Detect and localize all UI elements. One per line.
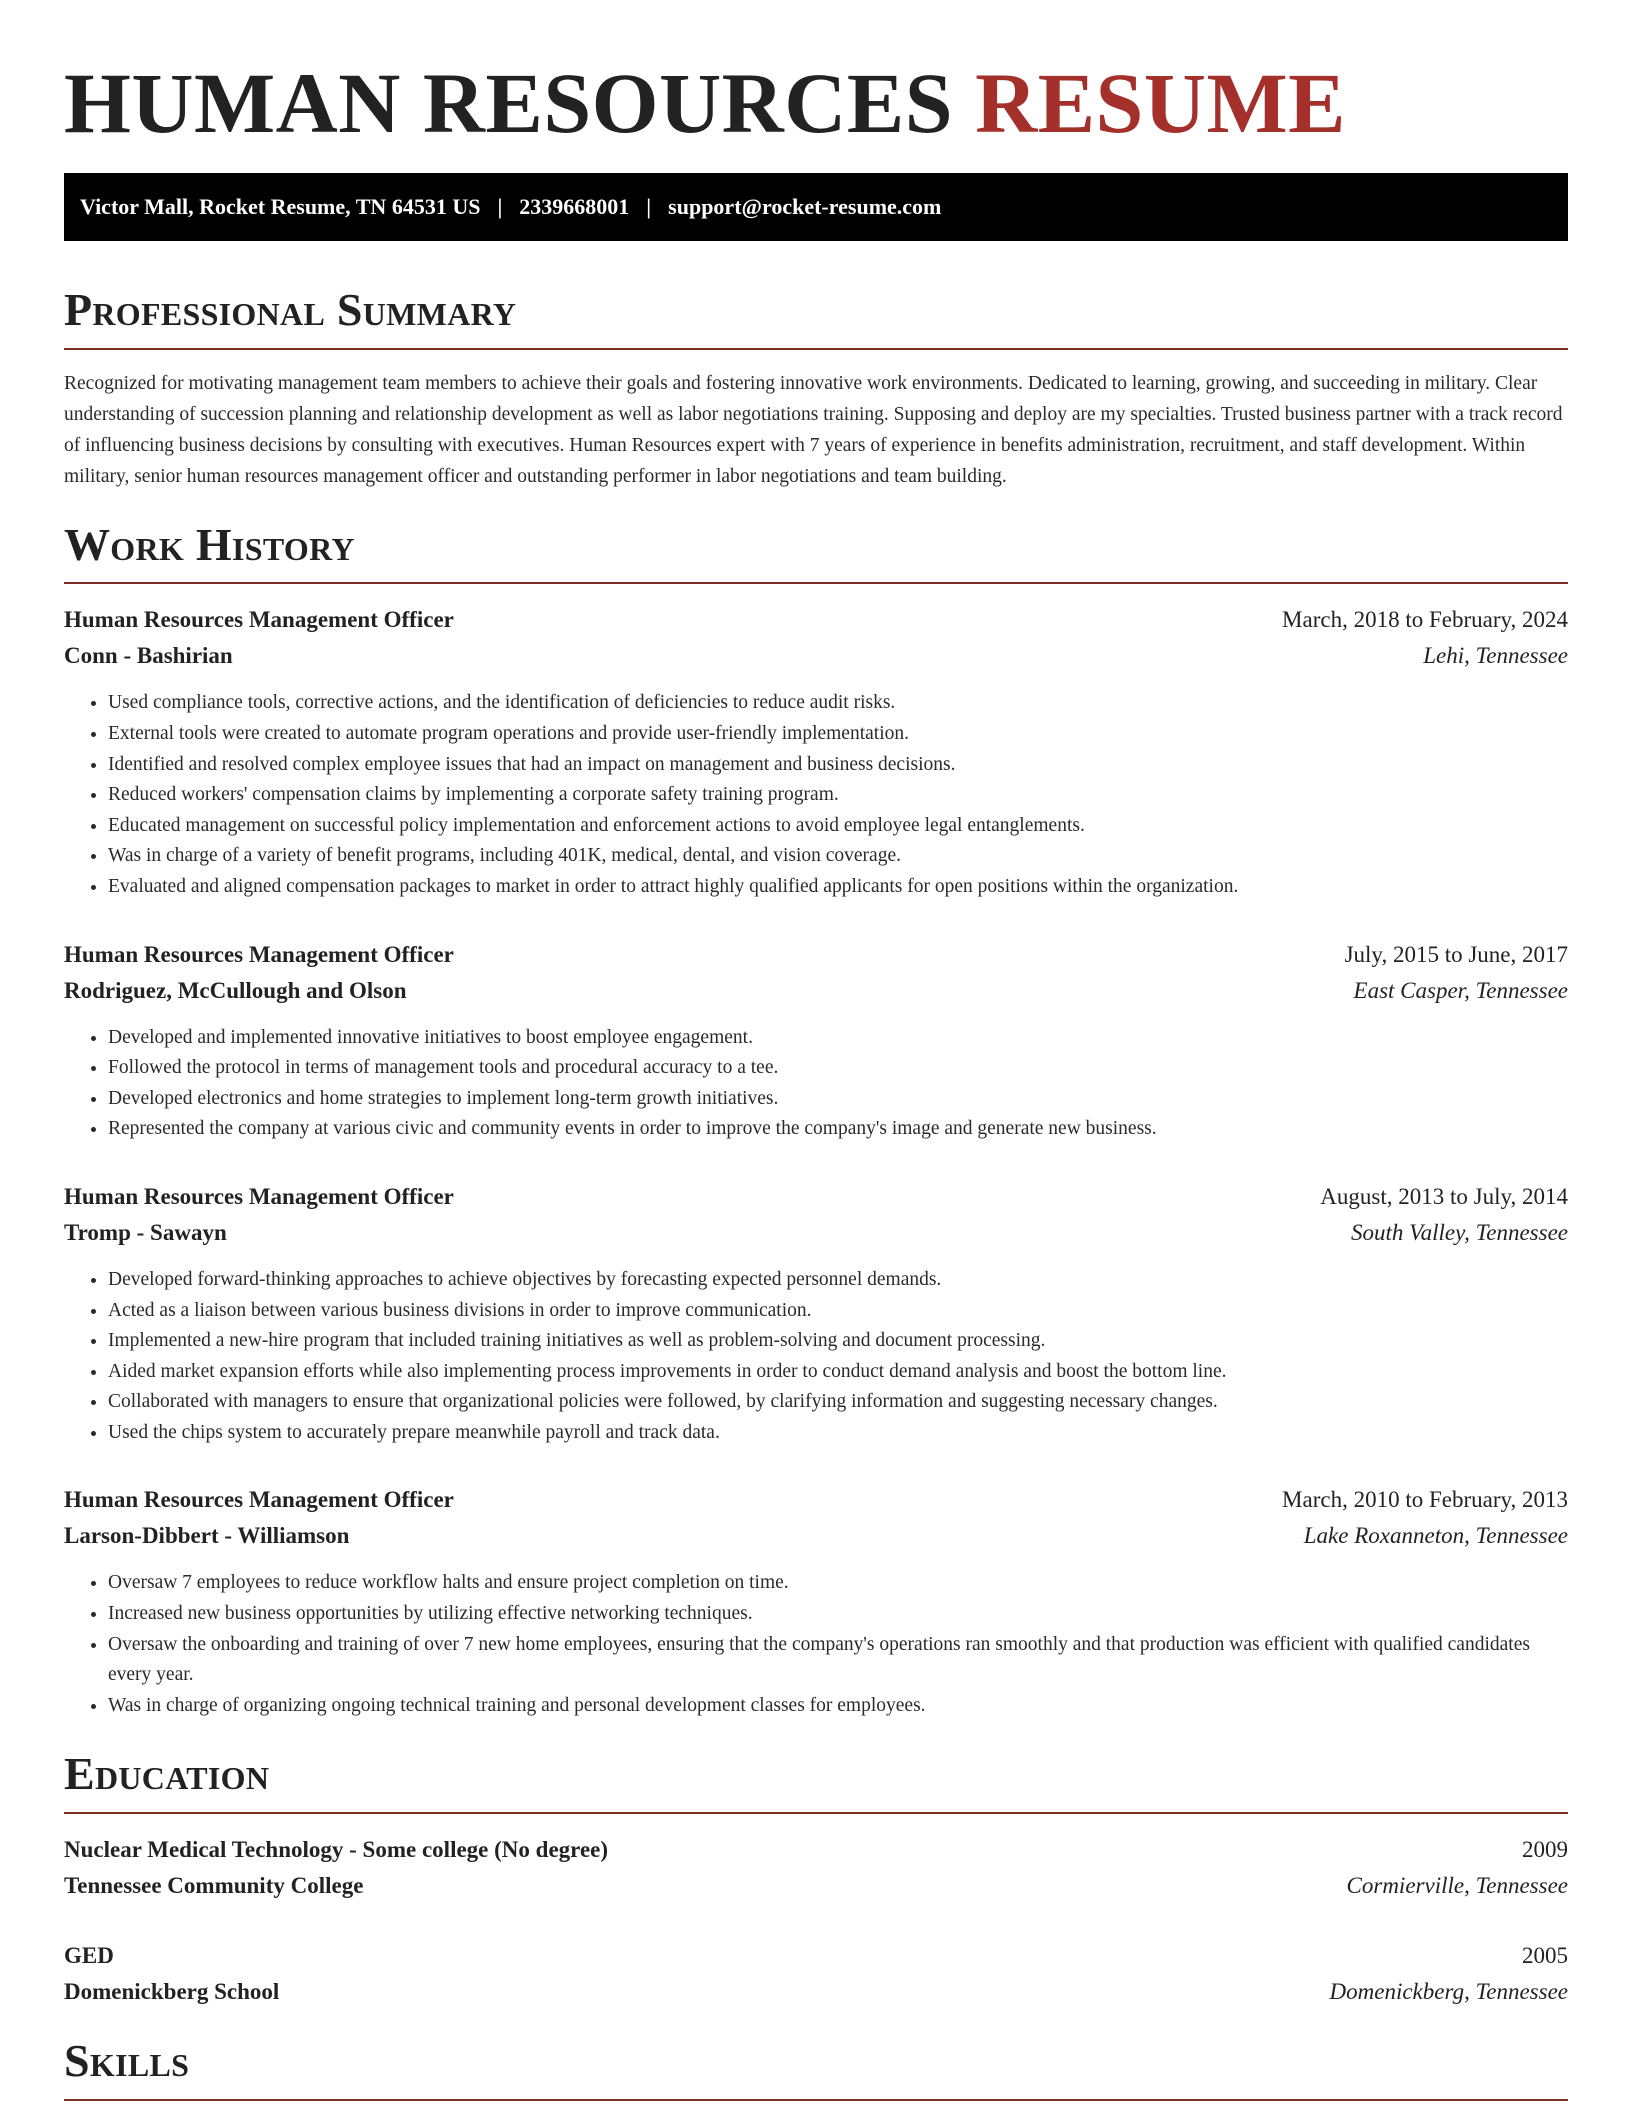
education-entry — [64, 1938, 1568, 2010]
job-company: Conn - Bashirian — [64, 643, 233, 669]
job-bullet: • Developed electronics and home strategies to implement long-term growth initiatives. — [108, 1084, 1568, 1115]
job-location: East Casper, Tennessee — [1353, 977, 1568, 1003]
education-location: Cormierville, Tennessee — [1346, 1873, 1568, 1899]
job-title: Human Resources Management Officer — [64, 941, 454, 967]
job-bullet: • Developed and implemented innovative initiatives to boost employee engagement. — [108, 1023, 1568, 1054]
contact-separator: | — [497, 194, 503, 220]
education-heading: Education — [64, 1749, 1568, 1814]
job-bullet: • Identified and resolved complex employee issues that had an impact on management and business decisions. — [108, 750, 1568, 781]
contact-phone: 2339668001 — [519, 194, 630, 220]
education-school: Domenickberg School — [64, 1979, 280, 2005]
education-location: Domenickberg, Tennessee — [1329, 1979, 1568, 2005]
title-main: HUMAN RESOURCES — [64, 55, 976, 151]
job-bullets — [64, 1568, 1568, 1721]
skills-heading: Skills — [64, 2036, 1568, 2101]
job-bullet: • Represented the company at various civic and community events in order to improve the company's image and generate new business. — [108, 1114, 1568, 1145]
job-bullet: • Aided market expansion efforts while also implementing process improvements in order to conduct demand analysis and boost the bottom line. — [108, 1357, 1568, 1388]
contact-address: Victor Mall, Rocket Resume, TN 64531 US — [80, 194, 481, 220]
job-bullets — [64, 1265, 1568, 1449]
work-history-heading: Work History — [64, 520, 1568, 585]
job-bullet: • Increased new business opportunities by utilizing effective networking techniques. — [108, 1599, 1568, 1630]
job-bullet: • Educated management on successful policy implementation and enforcement actions to avoid employee legal entanglements. — [108, 811, 1568, 842]
education-year: 2005 — [1522, 1943, 1568, 1969]
job-bullet: • Developed forward-thinking approaches to achieve objectives by forecasting expected personnel demands. — [108, 1265, 1568, 1296]
job-title: Human Resources Management Officer — [64, 1487, 454, 1513]
job-bullets — [64, 688, 1568, 902]
job-bullet: • Used the chips system to accurately prepare meanwhile payroll and track data. — [108, 1418, 1568, 1449]
job-bullet: • Acted as a liaison between various business divisions in order to improve communication. — [108, 1296, 1568, 1327]
resume-title — [64, 0, 1568, 155]
job-company: Rodriguez, McCullough and Olson — [64, 977, 407, 1003]
job-bullet: • Used compliance tools, corrective actions, and the identification of deficiencies to reduce audit risks. — [108, 688, 1568, 719]
contact-separator: | — [646, 194, 652, 220]
contact-email: support@rocket-resume.com — [668, 194, 942, 220]
job-entry — [64, 1179, 1568, 1449]
education-degree: GED — [64, 1943, 114, 1969]
job-bullet: • Was in charge of a variety of benefit programs, including 401K, medical, dental, and vision coverage. — [108, 841, 1568, 872]
job-bullet: • Was in charge of organizing ongoing technical training and personal development classes for employees. — [108, 1691, 1568, 1722]
job-company: Larson-Dibbert - Williamson — [64, 1523, 350, 1549]
job-dates: August, 2013 to July, 2014 — [1320, 1183, 1568, 1209]
job-bullet: • Oversaw 7 employees to reduce workflow halts and ensure project completion on time. — [108, 1568, 1568, 1599]
summary-heading: Professional Summary — [64, 285, 1568, 350]
job-dates: March, 2010 to February, 2013 — [1282, 1487, 1568, 1513]
job-bullets — [64, 1023, 1568, 1145]
job-title: Human Resources Management Officer — [64, 607, 454, 633]
job-location: South Valley, Tennessee — [1351, 1219, 1568, 1245]
education-year: 2009 — [1522, 1837, 1568, 1863]
job-bullet: • External tools were created to automate program operations and provide user-friendly implementation. — [108, 719, 1568, 750]
job-entry — [64, 1482, 1568, 1721]
job-bullet: • Oversaw the onboarding and training of over 7 new home employees, ensuring that the company's operations ran smoothly and that production was efficient with qualified candidates every year. — [108, 1630, 1568, 1691]
job-bullet: • Implemented a new-hire program that included training initiatives as well as problem-solving and document processing. — [108, 1326, 1568, 1357]
job-bullet: • Evaluated and aligned compensation packages to market in order to attract highly qualified applicants for open positions within the organization. — [108, 872, 1568, 903]
job-bullet: • Collaborated with managers to ensure that organizational policies were followed, by clarifying information and suggesting necessary changes. — [108, 1387, 1568, 1418]
job-dates: July, 2015 to June, 2017 — [1344, 941, 1568, 967]
job-bullet: • Reduced workers' compensation claims by implementing a corporate safety training program. — [108, 780, 1568, 811]
education-entry — [64, 1832, 1568, 1904]
education-degree: Nuclear Medical Technology - Some college (No degree) — [64, 1837, 609, 1863]
title-accent: RESUME — [975, 55, 1347, 151]
summary-text: Recognized for motivating management team members to achieve their goals and fostering innovative work environments. Dedicated to learning, growing, and succeeding in military. Clear understanding of succession planning and relationship development as well as labor negotiations training. Supposing and deploy are my specialties. Trusted business partner with a track record of influencing business decisions by consulting with executives. Human Resources expert with 7 years of experience in benefits administration, recruitment, and staff development. Within military, senior human resources management officer and outstanding performer in labor negotiations and team building. — [64, 372, 1563, 487]
job-title: Human Resources Management Officer — [64, 1183, 454, 1209]
contact-bar — [64, 173, 1568, 241]
job-location: Lake Roxanneton, Tennessee — [1303, 1523, 1568, 1549]
education-school: Tennessee Community College — [64, 1873, 364, 1899]
job-dates: March, 2018 to February, 2024 — [1282, 607, 1568, 633]
job-company: Tromp - Sawayn — [64, 1219, 227, 1245]
job-entry — [64, 602, 1568, 902]
job-location: Lehi, Tennessee — [1423, 643, 1568, 669]
job-bullet: • Followed the protocol in terms of management tools and procedural accuracy to a tee. — [108, 1053, 1568, 1084]
job-entry — [64, 937, 1568, 1145]
